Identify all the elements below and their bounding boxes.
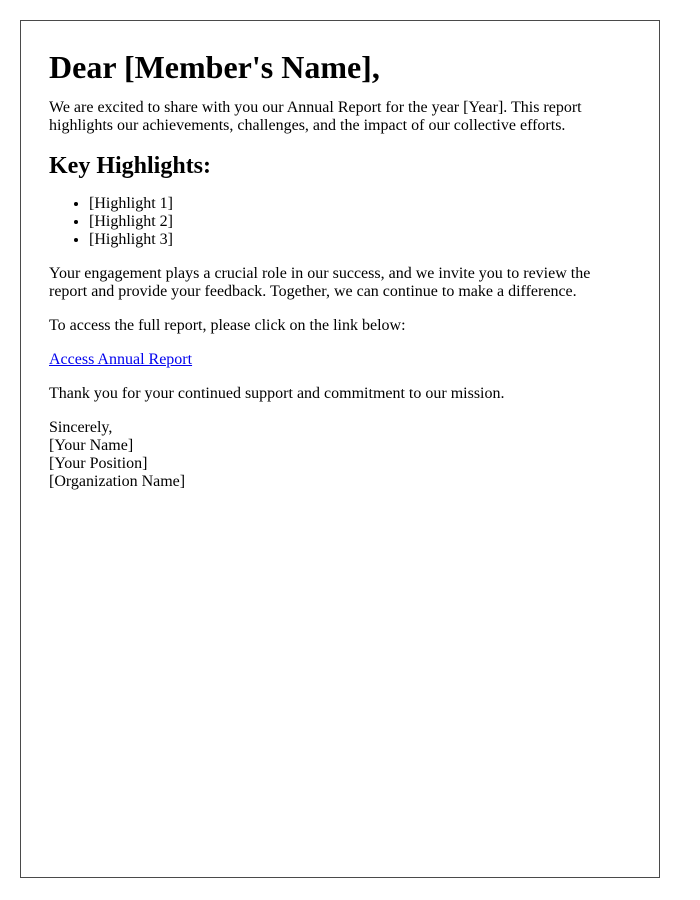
- highlight-item: • [Highlight 1]: [89, 195, 631, 213]
- signature-name: [Your Name]: [49, 437, 134, 454]
- access-report-link[interactable]: Access Annual Report: [49, 351, 193, 368]
- highlight-item: • [Highlight 2]: [89, 213, 631, 231]
- signature-organization: [Organization Name]: [49, 473, 186, 490]
- signature-position: [Your Position]: [49, 455, 148, 472]
- signature-closing: Sincerely,: [49, 419, 113, 436]
- thanks-paragraph: Thank you for your continued support and commitment to our mission.: [49, 385, 505, 402]
- highlights-list: [49, 195, 631, 249]
- letter-container: [20, 20, 660, 878]
- highlights-heading: Key Highlights:: [49, 153, 212, 179]
- engagement-paragraph: Your engagement plays a crucial role in our success, and we invite you to review the report and provide your feedback. Together, we can continue to make a difference.: [49, 265, 591, 300]
- intro-paragraph: We are excited to share with you our Annual Report for the year [Year]. This report highlights our achievements, challenges, and the impact of our collective efforts.: [49, 99, 582, 134]
- signature-block: [49, 419, 631, 491]
- access-instructions: To access the full report, please click on the link below:: [49, 317, 406, 334]
- link-paragraph: [49, 351, 631, 369]
- greeting-heading: Dear [Member's Name],: [49, 49, 380, 85]
- highlight-item: • [Highlight 3]: [89, 231, 631, 249]
